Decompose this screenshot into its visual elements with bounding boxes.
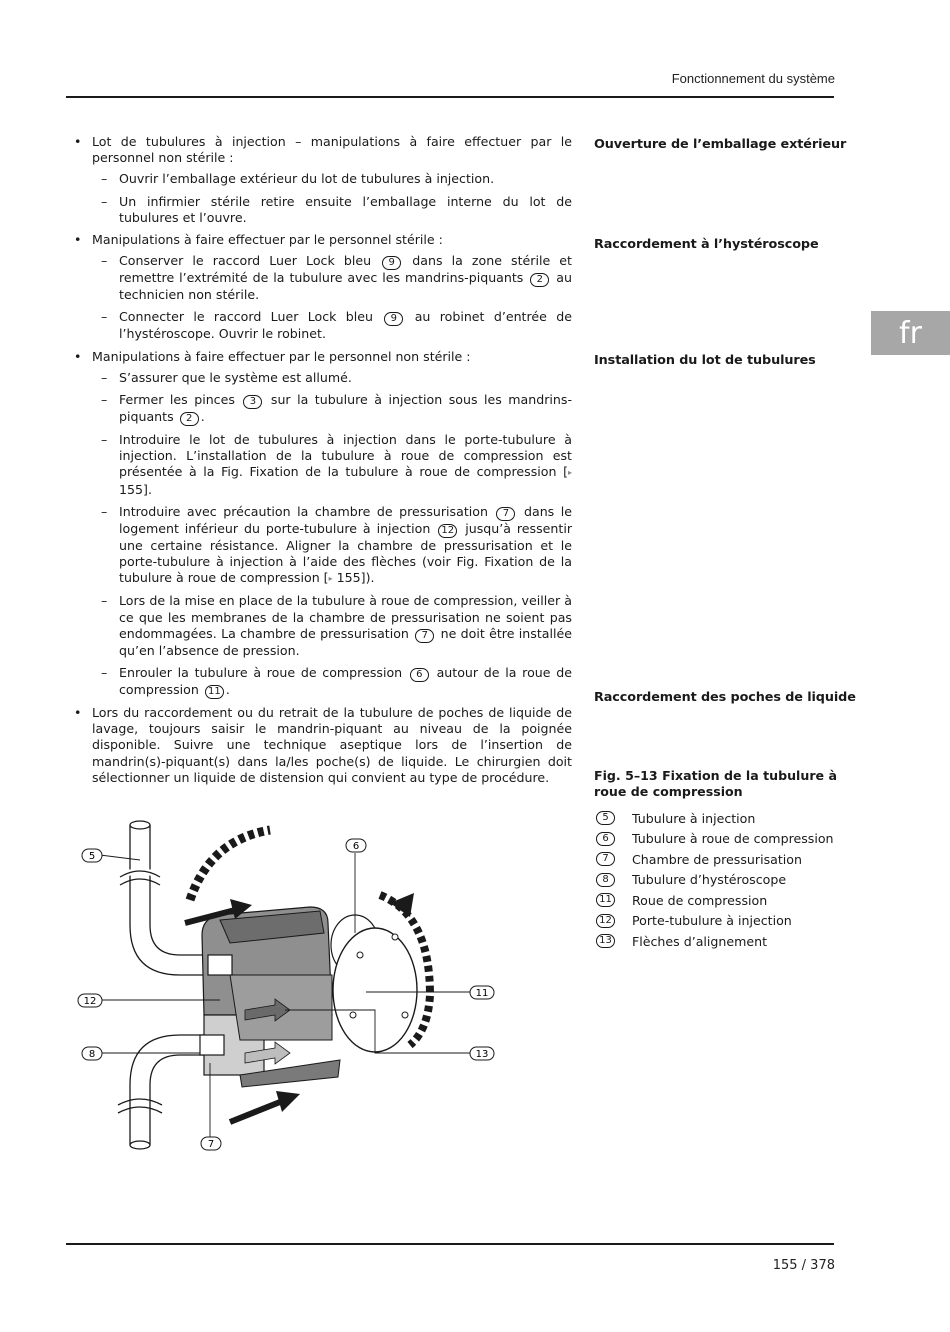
callout-number: 6: [410, 668, 429, 682]
callout-number: 7: [415, 629, 434, 643]
dash-item: – Introduire le lot de tubulures à injection dans le porte-tubulure à injection. L’installation de la tubulure à roue de compression est présentée à la Fig. Fixation de la tubulure à roue de compression [▸ 155].: [101, 432, 572, 497]
callout-label: 6: [352, 841, 360, 852]
page-number: 155 / 378: [772, 1258, 835, 1273]
compression-wheel-illustration: [70, 815, 510, 1155]
callout-number: 9: [382, 256, 401, 270]
page-link-arrow-icon[interactable]: ▸: [567, 468, 572, 478]
dash-item: – Enrouler la tubulure à roue de compression 6 autour de la roue de compression 11 .: [101, 665, 572, 698]
figure-caption: Fig. 5–13 Fixation de la tubulure à roue de compression: [594, 768, 837, 799]
callout-number: 12: [438, 524, 457, 538]
footer-rule: [66, 1243, 834, 1245]
side-heading-installation: Installation du lot de tubulures: [594, 353, 816, 368]
header-rule: [66, 96, 834, 98]
callout-label: 12: [83, 996, 97, 1007]
side-heading-fluid-bags: Raccordement des poches de liquide: [594, 690, 856, 705]
callout-label: 8: [88, 1049, 96, 1060]
callout-label: 7: [207, 1139, 215, 1150]
body-text: [74, 134, 572, 791]
dash-item: – S’assurer que le système est allumé.: [101, 369, 352, 385]
legend-item: 12 Porte-tubulure à injection: [596, 911, 834, 932]
running-header: Fonctionnement du système: [671, 71, 835, 86]
dash-item: – Introduire avec précaution la chambre de pressurisation 7 dans le logement inférieur du porte-tubulure à injection 12 jusqu’à ressentir une certaine résistance. Aligner la chambre de pressurisation et le porte-tubulure à injection à l’aide des flèches (voir Fig. Fixation de la tubulure à roue de compression [▸ 155]).: [101, 503, 573, 586]
dash-item: – Fermer les pinces 3 sur la tubulure à injection sous les mandrins-piquants 2 .: [101, 392, 572, 425]
side-heading-hysteroscope: Raccordement à l’hystéroscope: [594, 237, 819, 252]
callout-number: 7: [496, 507, 515, 521]
figure-legend: [596, 808, 834, 952]
page-link-arrow-icon[interactable]: ▸: [328, 574, 333, 584]
legend-item: 6 Tubulure à roue de compression: [596, 829, 834, 850]
callout-number: 2: [530, 273, 549, 287]
legend-item: 13 Flèches d’alignement: [596, 931, 834, 952]
legend-item: 11 Roue de compression: [596, 890, 834, 911]
callout-label: 13: [475, 1049, 489, 1060]
dash-item: – Lors de la mise en place de la tubulure à roue de compression, veiller à ce que les membranes de la chambre de pressurisation ne soient pas endommagées. La chambre de pressurisation 7 ne doit être installée qu’en l’absence de pression.: [101, 593, 572, 658]
callout-label: 11: [475, 988, 489, 999]
dash-item: – Connecter le raccord Luer Lock bleu 9 au robinet d’entrée de l’hystéroscope. Ouvrir le robinet.: [101, 309, 572, 342]
bullet-item: • Lot de tubulures à injection – manipulations à faire effectuer par le personnel non stérile :: [74, 134, 572, 166]
bullet-item: • Manipulations à faire effectuer par le personnel stérile :: [74, 232, 443, 248]
legend-item: 8 Tubulure d’hystéroscope: [596, 870, 834, 891]
callout-label: 5: [88, 851, 96, 862]
dash-item: – Ouvrir l’emballage extérieur du lot de tubulures à injection.: [101, 171, 495, 187]
legend-item: 7 Chambre de pressurisation: [596, 849, 834, 870]
side-heading-opening: Ouverture de l’emballage extérieur: [594, 137, 847, 152]
callout-number: 3: [243, 395, 262, 409]
bullet-item: • Lors du raccordement ou du retrait de la tubulure de poches de liquide de lavage, toujours saisir le mandrin-piquant au niveau de la poignée disponible. Suivre une technique aseptique lors de l’insertion de mandrin(s)-piquant(s) dans la/les poche(s) de liquide. Le chirurgien doit sélectionner un liquide de distension qui convient au type de procédure.: [74, 705, 572, 785]
language-tab: fr: [871, 311, 950, 355]
callout-number: 2: [180, 412, 199, 426]
dash-item: – Un infirmier stérile retire ensuite l’emballage interne du lot de tubulures et l’ouvre.: [101, 193, 572, 225]
legend-item: 5 Tubulure à injection: [596, 808, 834, 829]
bullet-item: • Manipulations à faire effectuer par le personnel non stérile :: [74, 348, 471, 364]
callout-number: 11: [205, 685, 224, 699]
callout-number: 9: [384, 312, 403, 326]
dash-item: – Conserver le raccord Luer Lock bleu 9 dans la zone stérile et remettre l’extrémité de la tubulure avec les mandrins-piquants 2 au technicien non stérile.: [101, 253, 572, 303]
